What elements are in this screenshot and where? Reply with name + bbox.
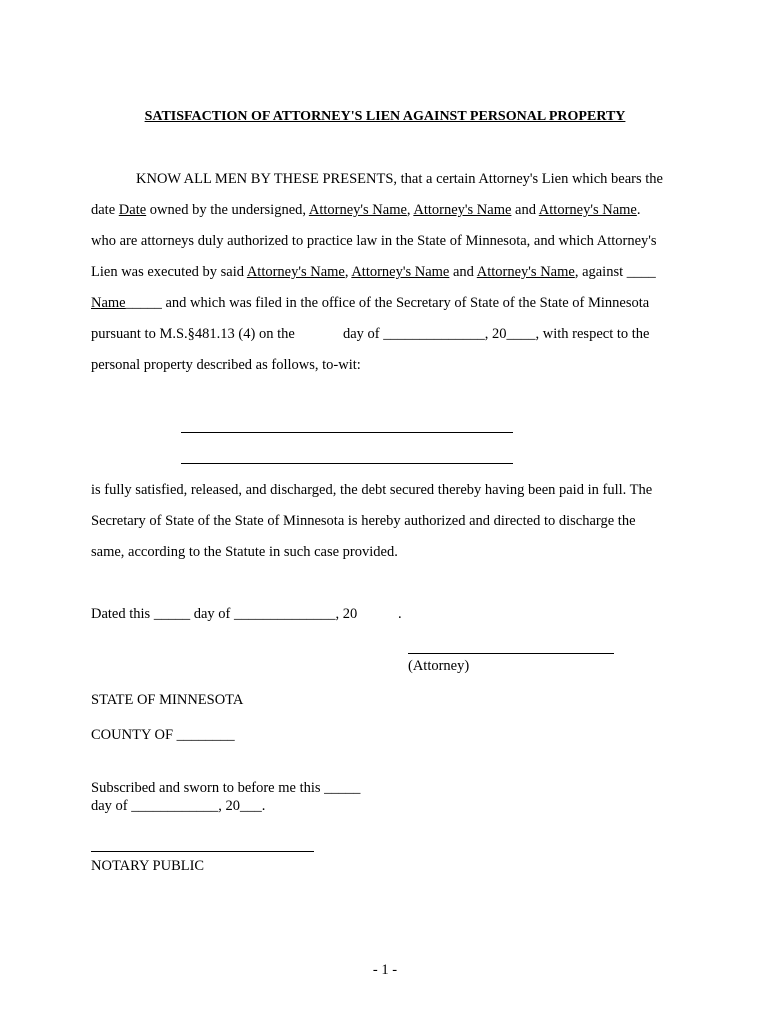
attorney-name-field: Attorney's Name [413,202,512,218]
venue-state: STATE OF MINNESOTA [91,692,244,708]
text-fragment: , [406,202,414,218]
body-line-9: Secretary of State of the State of Minnesota is hereby authorized and directed to discharge the [91,513,636,529]
notary-signature-line [91,851,314,852]
body-line-5 [91,294,649,312]
text-fragment: , [344,264,352,280]
jurat-line-1: Subscribed and sworn to before me this _____ [91,780,361,796]
jurat-line-2: day of ____________, 20___. [91,798,266,814]
text-fragment: and [449,264,477,280]
text-fragment: . [636,202,641,218]
attorney-signature-line [408,653,614,654]
date-field: Date [118,202,147,218]
body-line-4 [91,263,656,281]
text-fragment: and [511,202,539,218]
text-fragment: Lien was executed by said [91,264,247,280]
body-line-3: who are attorneys duly authorized to practice law in the State of Minnesota, and which Attorney's [91,233,657,249]
dated-period: . [398,606,402,622]
notary-label: NOTARY PUBLIC [91,858,205,874]
body-line-7: personal property described as follows, to-wit: [91,357,361,373]
text-fragment: , against ____ [574,264,656,280]
body-line-1: KNOW ALL MEN BY THESE PRESENTS, that a certain Attorney's Lien which bears the [136,171,663,187]
text-fragment: owned by the undersigned, [146,202,309,218]
attorney-name-field: Attorney's Name [246,264,345,280]
page-number: - 1 - [372,962,398,978]
attorney-name-field: Attorney's Name [308,202,407,218]
attorney-name-field: Attorney's Name [351,264,450,280]
body-line-10: same, according to the Statute in such case provided. [91,544,398,560]
body-line-2 [91,201,640,219]
text-fragment: _____ and which was filed in the office of the Secretary of State of the State of Minnesota [125,295,650,311]
dated-line: Dated this _____ day of ______________, 20 [91,606,358,622]
property-description-line [181,463,513,464]
debtor-name-field: Name [91,295,126,311]
attorney-name-field: Attorney's Name [538,202,637,218]
body-line-8: is fully satisfied, released, and discharged, the debt secured thereby having been paid in full. The [91,482,653,498]
text-fragment: date [91,202,119,218]
body-line-6a: pursuant to M.S.§481.13 (4) on the [91,326,295,342]
attorney-name-field: Attorney's Name [476,264,575,280]
venue-county: COUNTY OF ________ [91,727,235,743]
document-title: SATISFACTION OF ATTORNEY'S LIEN AGAINST PERSONAL PROPERTY [144,109,626,124]
attorney-signature-label: (Attorney) [408,658,470,674]
property-description-line [181,432,513,433]
body-line-6b: day of ______________, 20____, with respect to the [343,326,650,342]
